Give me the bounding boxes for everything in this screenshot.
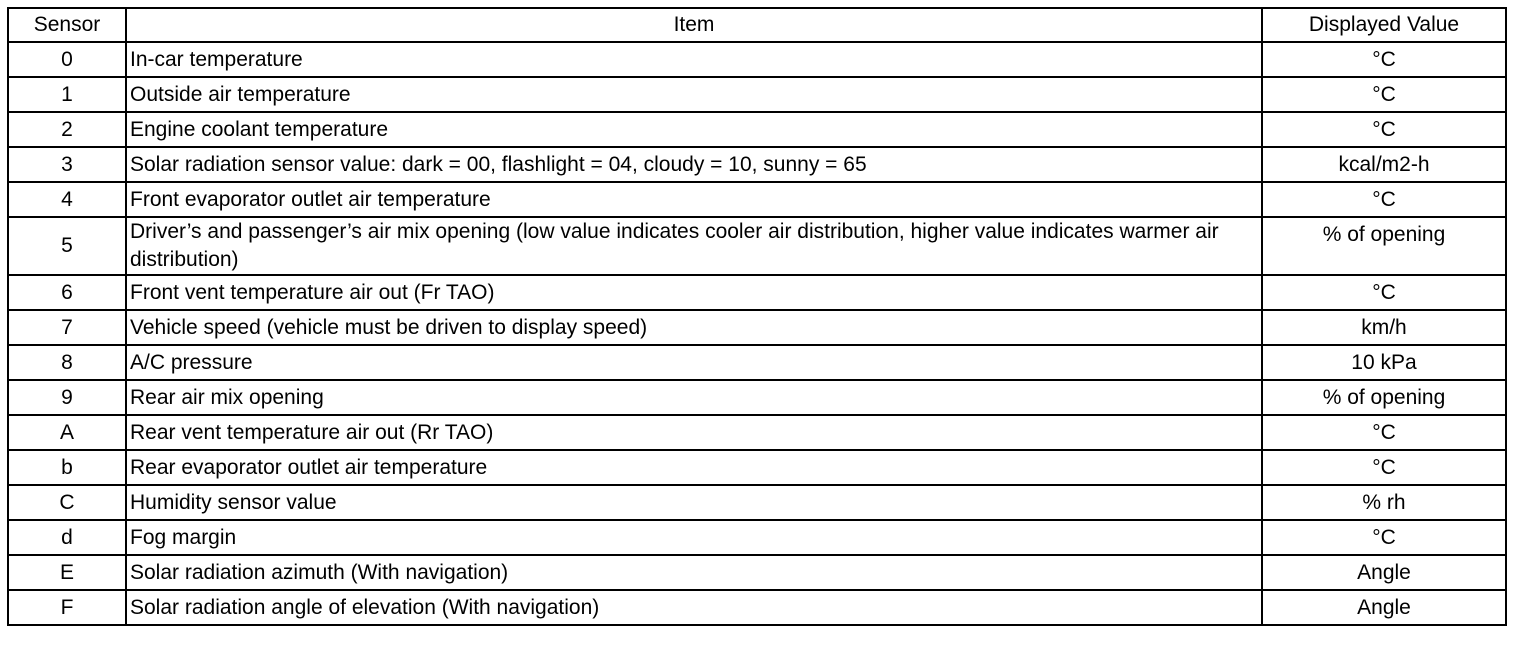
item-description-cell: Front vent temperature air out (Fr TAO) [126,275,1262,310]
sensor-data-table [7,7,1507,626]
item-description-cell: Humidity sensor value [126,485,1262,520]
item-description-cell: Solar radiation angle of elevation (With navigation) [126,590,1262,625]
item-description-cell: Front evaporator outlet air temperature [126,182,1262,217]
table-row [8,42,1506,77]
column-header-displayed-value: Displayed Value [1262,8,1506,42]
table-row [8,415,1506,450]
sensor-id-cell: 3 [8,147,126,182]
displayed-value-cell: °C [1262,77,1506,112]
sensor-id-cell: 4 [8,182,126,217]
displayed-value-cell: °C [1262,42,1506,77]
sensor-id-cell: F [8,590,126,625]
displayed-value-cell: 10 kPa [1262,345,1506,380]
sensor-id-cell: b [8,450,126,485]
displayed-value-cell: °C [1262,112,1506,147]
table-row [8,345,1506,380]
table-row [8,217,1506,275]
table-row [8,77,1506,112]
item-description-cell: Rear air mix opening [126,380,1262,415]
table-row [8,112,1506,147]
item-description-cell: A/C pressure [126,345,1262,380]
displayed-value-cell: km/h [1262,310,1506,345]
displayed-value-cell: °C [1262,450,1506,485]
table-header-row [8,8,1506,42]
displayed-value-cell: % of opening [1262,217,1506,275]
item-description-cell: Solar radiation azimuth (With navigation) [126,555,1262,590]
table-row [8,590,1506,625]
item-description-cell: Outside air temperature [126,77,1262,112]
sensor-id-cell: 8 [8,345,126,380]
displayed-value-cell: % rh [1262,485,1506,520]
table-row [8,380,1506,415]
sensor-id-cell: E [8,555,126,590]
sensor-id-cell: 6 [8,275,126,310]
sensor-id-cell: d [8,520,126,555]
item-description-cell: Rear vent temperature air out (Rr TAO) [126,415,1262,450]
table-row [8,310,1506,345]
item-description-cell: Vehicle speed (vehicle must be driven to display speed) [126,310,1262,345]
sensor-id-cell: 0 [8,42,126,77]
table-row [8,520,1506,555]
item-description-cell: In-car temperature [126,42,1262,77]
item-description-cell: Solar radiation sensor value: dark = 00, flashlight = 04, cloudy = 10, sunny = 65 [126,147,1262,182]
table-row [8,450,1506,485]
displayed-value-cell: Angle [1262,590,1506,625]
displayed-value-cell: kcal/m2-h [1262,147,1506,182]
sensor-id-cell: 9 [8,380,126,415]
sensor-id-cell: C [8,485,126,520]
item-description-cell: Engine coolant temperature [126,112,1262,147]
table-row [8,485,1506,520]
sensor-id-cell: A [8,415,126,450]
table-row [8,275,1506,310]
column-header-item: Item [126,8,1262,42]
table-row [8,555,1506,590]
sensor-id-cell: 1 [8,77,126,112]
table-row [8,147,1506,182]
sensor-id-cell: 7 [8,310,126,345]
sensor-id-cell: 5 [8,217,126,275]
displayed-value-cell: % of opening [1262,380,1506,415]
sensor-id-cell: 2 [8,112,126,147]
displayed-value-cell: Angle [1262,555,1506,590]
displayed-value-cell: °C [1262,520,1506,555]
item-description-cell: Driver’s and passenger’s air mix opening (low value indicates cooler air distribution, higher value indicates warmer air distribution) [126,217,1262,275]
displayed-value-cell: °C [1262,275,1506,310]
displayed-value-cell: °C [1262,182,1506,217]
column-header-sensor: Sensor [8,8,126,42]
displayed-value-cell: °C [1262,415,1506,450]
item-description-cell: Rear evaporator outlet air temperature [126,450,1262,485]
table-row [8,182,1506,217]
item-description-cell: Fog margin [126,520,1262,555]
